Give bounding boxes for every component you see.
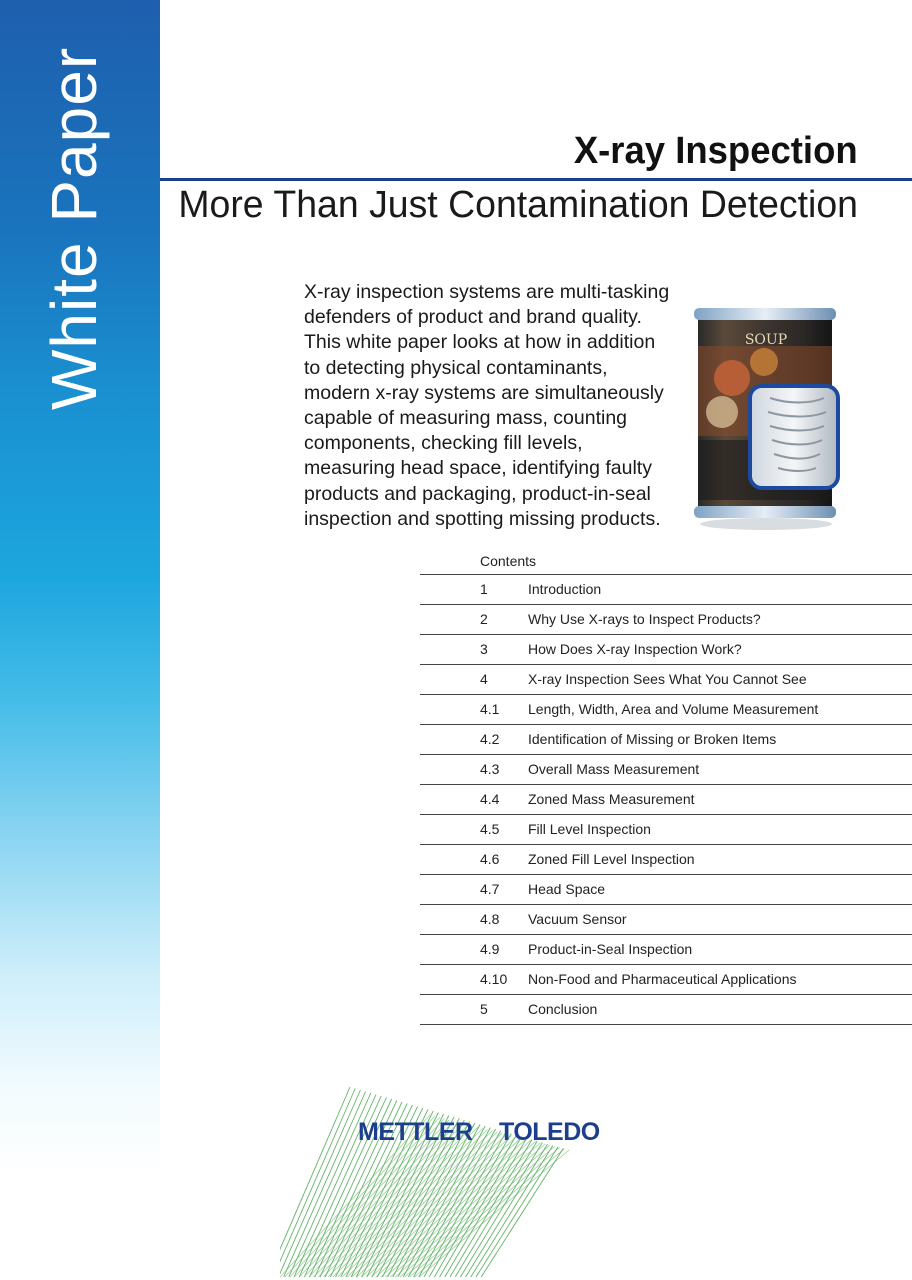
toc-number: 4 [480, 671, 488, 687]
toc-label: Head Space [528, 881, 606, 897]
mettler-toledo-logo [280, 1085, 600, 1280]
toc-number: 1 [480, 581, 488, 597]
toc-number: 4.1 [480, 701, 500, 717]
toc-row [420, 965, 912, 995]
intro-line: capable of measuring mass, counting [304, 407, 628, 430]
toc-label: Length, Width, Area and Volume Measurement [528, 701, 819, 717]
toc-row [420, 725, 912, 755]
toc-row [420, 785, 912, 815]
toc-label: Zoned Mass Measurement [528, 791, 695, 807]
intro-line: inspection and spotting missing products. [304, 507, 661, 530]
toc-number: 4.6 [480, 851, 500, 867]
toc-number: 3 [480, 641, 488, 657]
intro-line: X-ray inspection systems are multi-tasking [304, 281, 670, 303]
toc-label: Zoned Fill Level Inspection [528, 851, 695, 867]
toc-row [420, 935, 912, 965]
toc-number: 5 [480, 1001, 488, 1017]
toc-row [420, 665, 912, 695]
toc-label: X-ray Inspection Sees What You Cannot See [528, 671, 807, 687]
toc-row [420, 845, 912, 875]
toc-row [420, 755, 912, 785]
soup-can-image [692, 300, 844, 532]
sidebar-title: White Paper [38, 46, 110, 410]
intro-line: modern x-ray systems are simultaneously [304, 381, 664, 404]
toc-label: Non-Food and Pharmaceutical Applications [528, 971, 797, 987]
toc-row [420, 605, 912, 635]
toc-number: 4.3 [480, 761, 500, 777]
toc-label: Vacuum Sensor [528, 911, 627, 927]
toc-number: 4.9 [480, 941, 500, 957]
can-label: SOUP [744, 332, 788, 348]
toc-number: 4.10 [480, 971, 508, 987]
toc-row [420, 905, 912, 935]
toc-number: 4.5 [480, 821, 500, 837]
logo-text-left: METTLER [358, 1118, 473, 1146]
toc-label: Overall Mass Measurement [528, 761, 700, 777]
toc-row [420, 875, 912, 905]
toc-row [420, 815, 912, 845]
intro-line: products and packaging, product-in-seal [304, 482, 651, 505]
contents-heading: Contents [420, 548, 912, 575]
table-of-contents [420, 548, 912, 1025]
logo-text-right: TOLEDO [499, 1118, 600, 1146]
toc-number: 4.2 [480, 731, 500, 747]
toc-number: 4.8 [480, 911, 500, 927]
page-subtitle: More Than Just Contamination Detection [178, 184, 858, 226]
toc-row [420, 995, 912, 1025]
toc-row [420, 695, 912, 725]
toc-label: Product-in-Seal Inspection [528, 941, 693, 957]
toc-label: How Does X-ray Inspection Work? [528, 641, 742, 657]
toc-label: Identification of Missing or Broken Items [528, 731, 777, 747]
toc-label: Why Use X-rays to Inspect Products? [528, 611, 761, 627]
toc-label: Fill Level Inspection [528, 821, 651, 837]
toc-number: 2 [480, 611, 488, 627]
toc-number: 4.7 [480, 881, 500, 897]
intro-paragraph [304, 280, 674, 532]
toc-number: 4.4 [480, 791, 500, 807]
intro-line: to detecting physical contaminants, [304, 356, 608, 379]
intro-line: measuring head space, identifying faulty [304, 457, 652, 480]
toc-label: Introduction [528, 581, 602, 597]
intro-line: This white paper looks at how in addition [304, 331, 656, 354]
sidebar-banner [0, 0, 160, 1280]
page-title: X-ray Inspection [574, 130, 858, 172]
toc-row [420, 635, 912, 665]
title-divider [160, 178, 912, 181]
intro-line: defenders of product and brand quality. [304, 306, 642, 329]
toc-label: Conclusion [528, 1001, 598, 1017]
intro-line: components, checking fill levels, [304, 432, 583, 455]
toc-row [420, 575, 912, 605]
